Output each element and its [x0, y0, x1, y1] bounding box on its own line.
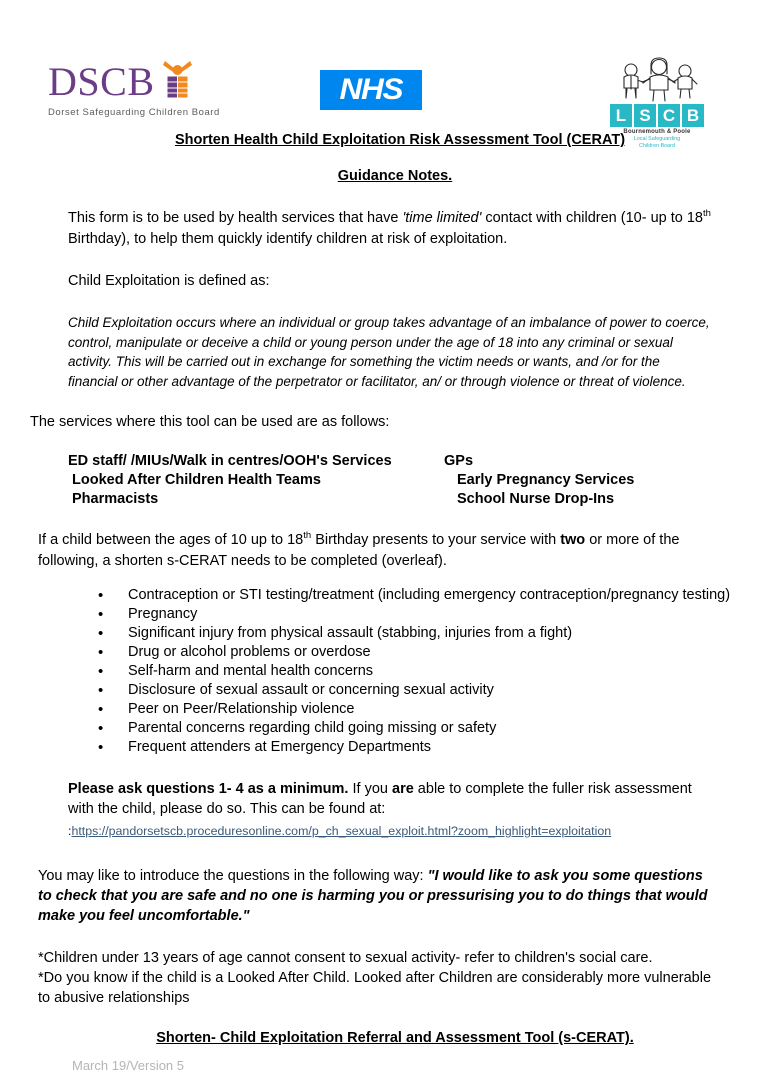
threshold-mid: Birthday presents to your service with [311, 532, 561, 548]
lscb-letter-b: B [682, 104, 704, 127]
lscb-letter-blocks [605, 104, 709, 127]
services-left-0: ED staff/ /MIUs/Walk in centres/OOH's Services [68, 453, 392, 469]
list-item: • Disclosure of sexual assault or concerning sexual activity [126, 681, 740, 700]
dscb-subtitle: Dorset Safeguarding Children Board [48, 107, 220, 118]
note-looked-after-child: *Do you know if the child is a Looked After Child. Looked after Children are considerably more vulnerable to abusive relationships [38, 970, 712, 1006]
threshold-suffix: or more of the following, a shorten s-CERAT needs to be completed (overleaf). [38, 532, 680, 569]
page-title: Shorten Health Child Exploitation Risk Assessment Tool (CERAT) [174, 132, 626, 148]
nhs-logo [320, 70, 422, 110]
page-subtitle: Guidance Notes. [337, 168, 453, 184]
services-right-2: School Nurse Drop-Ins [457, 491, 615, 507]
please-ask-bold-lead: Please ask questions 1- 4 as a minimum. [68, 781, 349, 797]
services-right-1: Early Pregnancy Services [457, 472, 635, 488]
note-under-13: *Children under 13 years of age cannot consent to sexual activity- refer to children's social care. [38, 950, 653, 966]
document-body [0, 132, 770, 1073]
threshold-paragraph [38, 530, 740, 572]
list-item: • Drug or alcohol problems or overdose [126, 643, 740, 662]
lscb-caption-region: Bournemouth & Poole [623, 129, 691, 135]
list-item: • Contraception or STI testing/treatment (including emergency contraception/pregnancy testing) [126, 586, 740, 605]
intro-superscript: th [703, 208, 711, 220]
services-table [68, 452, 740, 509]
dscb-child-figure-icon [161, 60, 195, 102]
intro-paragraph [68, 208, 740, 250]
link-prefix: : [68, 824, 72, 838]
threshold-bold-two: two [560, 532, 586, 548]
intro-prefix: This form is to be used by health services that have [68, 210, 403, 226]
intro-mid: contact with children (10- up to 18 [481, 210, 703, 226]
intro-suffix: Birthday), to help them quickly identify children at risk of exploitation. [68, 231, 508, 247]
please-ask-paragraph [68, 779, 700, 819]
please-ask-bold-are: are [392, 781, 414, 797]
services-right-0: GPs [444, 453, 474, 469]
dscb-wordmark: DSCB [48, 59, 155, 104]
definition-block: Child Exploitation occurs where an individual or group takes advantage of an imbalance of power to coerce, control, manipulate or deceive a child or young person under the age of 18 into any criminal or sexual activity. This will be carried out in exchange for something the victim needs or wants, and /or for the financial or other advantage of the perpetrator or facilitator, an/ or through violence or threat of violence. [68, 315, 710, 389]
intro-italic: 'time limited' [402, 210, 482, 226]
list-item: • Parental concerns regarding child going missing or safety [126, 719, 740, 738]
please-ask-mid1: If you [348, 781, 392, 797]
procedures-online-link[interactable]: https://pandorsetscb.proceduresonline.com/p_ch_sexual_exploit.html?zoom_highlight=exploitation [71, 824, 612, 838]
dscb-logo [48, 58, 263, 118]
lscb-letter-s: S [634, 104, 656, 127]
procedure-link-line [68, 822, 740, 840]
list-item: • Significant injury from physical assault (stabbing, injuries from a fight) [126, 624, 740, 643]
lscb-caption-line2: Local Safeguarding [633, 136, 681, 142]
please-ask-mid2: able to complete the fuller risk assessment with the child, please do so. This can be found at: [68, 781, 692, 817]
list-item: • Peer on Peer/Relationship violence [126, 700, 740, 719]
nhs-wordmark: NHS [339, 73, 403, 106]
services-row [68, 490, 740, 509]
list-item: • Frequent attenders at Emergency Departments [126, 738, 740, 757]
services-lead-in: The services where this tool can be used are as follows: [30, 414, 390, 430]
criteria-list [30, 586, 740, 757]
services-left-1: Looked After Children Health Teams [72, 472, 321, 488]
list-item: • Self-harm and mental health concerns [126, 662, 740, 681]
services-row [68, 452, 740, 471]
list-item: • Pregnancy [126, 605, 740, 624]
lscb-letter-l: L [610, 104, 632, 127]
definition-lead-in: Child Exploitation is defined as: [68, 273, 270, 289]
services-row [68, 471, 740, 490]
threshold-prefix: If a child between the ages of 10 up to 18 [38, 532, 304, 548]
lscb-family-figures-icon [605, 56, 709, 104]
introduce-paragraph [38, 866, 710, 926]
introduce-quote: "I would like to ask you some questions to check that you are safe and no one is harming you or pressurising you to do things that would make you feel uncomfortable." [38, 868, 708, 924]
lscb-letter-c: C [658, 104, 680, 127]
services-left-2: Pharmacists [72, 491, 159, 507]
threshold-superscript: th [303, 530, 312, 542]
footer-version: March 19/Version 5 [72, 1058, 185, 1073]
lscb-caption-line3: Children Board [639, 143, 675, 149]
bottom-title: Shorten- Child Exploitation Referral and Assessment Tool (s-CERAT). [156, 1030, 634, 1046]
introduce-lead: You may like to introduce the questions in the following way: [38, 868, 428, 884]
